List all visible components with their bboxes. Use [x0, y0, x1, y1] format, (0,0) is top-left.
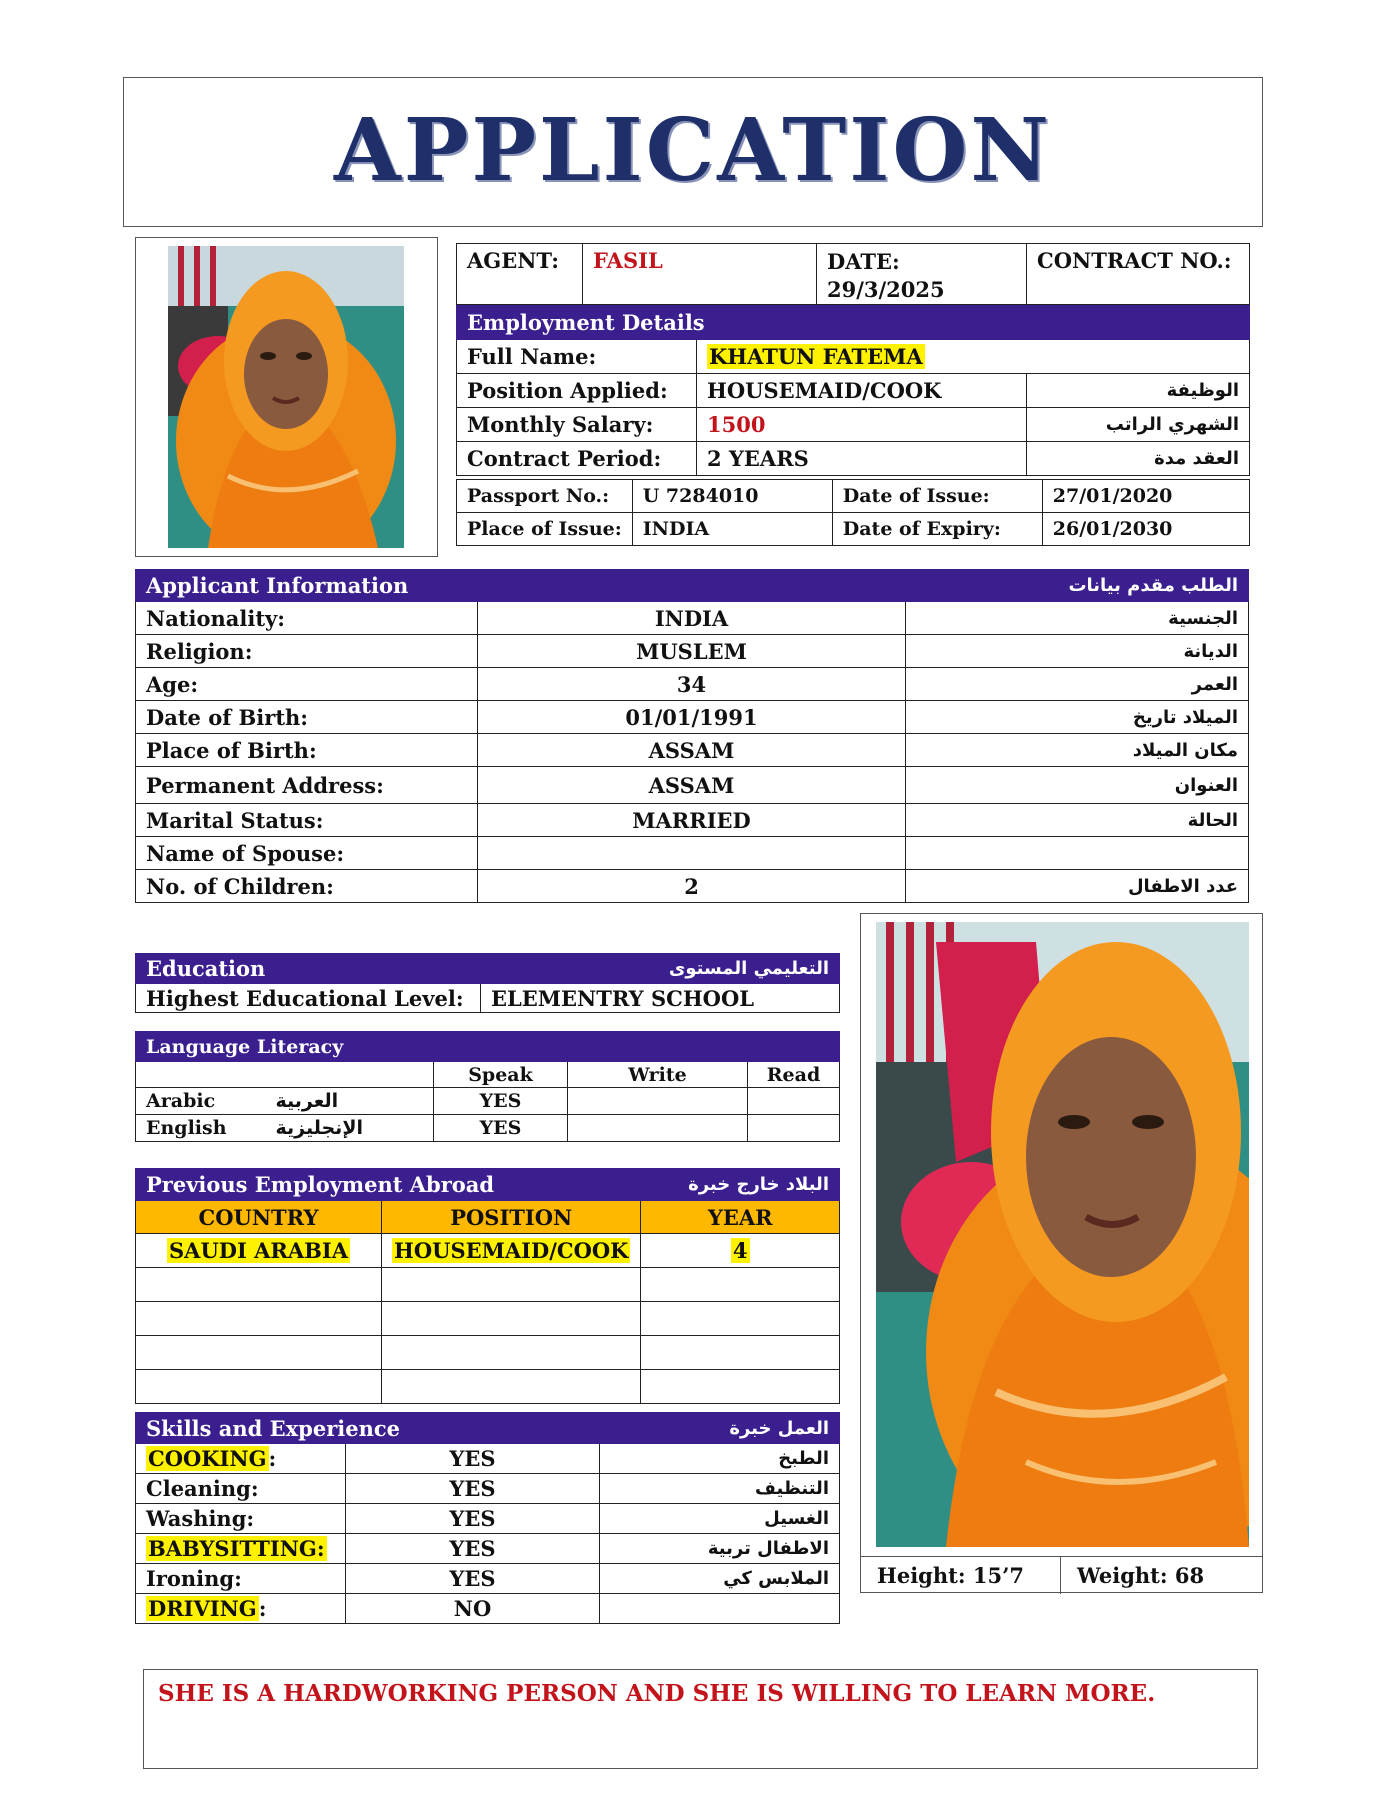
- applicant-row: [136, 767, 1249, 804]
- applicant-label-ar: عدد الاطفال: [906, 870, 1249, 903]
- applicant-label-ar: الحالة: [906, 804, 1249, 837]
- applicant-label-ar: الديانة: [906, 635, 1249, 668]
- applicant-label-ar: [906, 837, 1249, 870]
- title-banner: [123, 77, 1263, 227]
- salary-value: 1500: [697, 408, 1027, 442]
- applicant-value: INDIA: [478, 602, 906, 635]
- skill-label-text: COOKING: [148, 1446, 267, 1471]
- education-level-label: Highest Educational Level:: [136, 984, 481, 1013]
- applicant-label: Name of Spouse:: [136, 837, 478, 870]
- place-of-issue-value: INDIA: [632, 513, 832, 546]
- employment-table: [456, 305, 1250, 476]
- applicant-label-ar: العنوان: [906, 767, 1249, 804]
- applicant-label: Place of Birth:: [136, 734, 478, 767]
- place-of-issue-label: Place of Issue:: [457, 513, 633, 546]
- applicant-row: [136, 837, 1249, 870]
- applicant-value: 01/01/1991: [478, 701, 906, 734]
- skills-heading: Skills and Experience: [136, 1413, 600, 1444]
- skill-row: [136, 1564, 840, 1594]
- col-position: POSITION: [382, 1201, 641, 1234]
- col-speak: Speak: [433, 1062, 567, 1088]
- contract-period-label: Contract Period:: [457, 442, 697, 476]
- skill-label-text: BABYSITTING:: [148, 1536, 325, 1561]
- large-photo-frame: [860, 913, 1263, 1593]
- applicant-label: Religion:: [136, 635, 478, 668]
- previous-country: [136, 1234, 382, 1268]
- skill-row: [136, 1474, 840, 1504]
- height-cell: Height: 15’7: [861, 1557, 1061, 1594]
- passport-no-value: U 7284010: [632, 480, 832, 513]
- language-name-ar: العربية: [266, 1088, 434, 1115]
- skill-label-ar: الملابس كي: [600, 1564, 840, 1594]
- remarks-text: SHE IS A HARDWORKING PERSON AND SHE IS WILLING TO LEARN MORE.: [158, 1680, 1156, 1707]
- agent-value: FASIL: [583, 244, 817, 305]
- skill-row: [136, 1534, 840, 1564]
- applicant-label: Nationality:: [136, 602, 478, 635]
- skill-label-ar: الغسيل: [600, 1504, 840, 1534]
- language-name-ar: الإنجليزية: [266, 1115, 434, 1142]
- applicant-row: [136, 870, 1249, 903]
- measurements-row: [861, 1556, 1262, 1593]
- skill-label: [136, 1534, 346, 1564]
- col-country: COUNTRY: [136, 1201, 382, 1234]
- applicant-value: ASSAM: [478, 767, 906, 804]
- language-name: English: [136, 1115, 266, 1142]
- skill-label-colon: :: [258, 1596, 267, 1621]
- empty-cell: [641, 1336, 840, 1370]
- contract-period-ar: العقد مدة: [1027, 442, 1250, 476]
- applicant-label: No. of Children:: [136, 870, 478, 903]
- position-ar: الوظيفة: [1027, 374, 1250, 408]
- skill-label-text: Ironing:: [146, 1566, 242, 1591]
- empty-cell: [136, 1336, 382, 1370]
- skill-value: YES: [346, 1534, 600, 1564]
- empty-cell: [641, 1302, 840, 1336]
- applicant-value: MUSLEM: [478, 635, 906, 668]
- full-name-value: KHATUN FATEMA: [709, 344, 923, 369]
- applicant-label-ar: العمر: [906, 668, 1249, 701]
- skills-table: [135, 1412, 840, 1624]
- applicant-row: [136, 602, 1249, 635]
- empty-cell: [382, 1268, 641, 1302]
- applicant-row: [136, 734, 1249, 767]
- date-label: DATE:: [827, 249, 900, 274]
- empty-cell: [136, 1268, 382, 1302]
- position-label: Position Applied:: [457, 374, 697, 408]
- applicant-label: Date of Birth:: [136, 701, 478, 734]
- previous-year-value: 4: [732, 1238, 748, 1263]
- date-cell: [817, 244, 1027, 305]
- col-write: Write: [567, 1062, 747, 1088]
- education-heading-ar: التعليمي المستوى: [481, 954, 840, 984]
- full-name-label: Full Name:: [457, 340, 697, 374]
- language-write: [567, 1115, 747, 1142]
- agent-label: AGENT:: [457, 244, 583, 305]
- skill-value: YES: [346, 1444, 600, 1474]
- col-year: YEAR: [641, 1201, 840, 1234]
- skill-label: [136, 1474, 346, 1504]
- education-level-value: ELEMENTRY SCHOOL: [481, 984, 840, 1013]
- skill-row: [136, 1444, 840, 1474]
- skill-row: [136, 1504, 840, 1534]
- skill-label-text: Cleaning:: [146, 1476, 259, 1501]
- col-read: Read: [747, 1062, 839, 1088]
- issue-date-value: 27/01/2020: [1042, 480, 1249, 513]
- skill-value: YES: [346, 1474, 600, 1504]
- applicant-row: [136, 668, 1249, 701]
- employment-heading: Employment Details: [457, 306, 1250, 340]
- applicant-label: Permanent Address:: [136, 767, 478, 804]
- previous-heading-ar: البلاد خارج خبرة: [641, 1169, 840, 1201]
- applicant-value: 34: [478, 668, 906, 701]
- applicant-heading-ar: الطلب مقدم بيانات: [906, 570, 1249, 602]
- skill-label-ar: الطبخ: [600, 1444, 840, 1474]
- previous-heading: Previous Employment Abroad: [136, 1169, 641, 1201]
- language-speak: YES: [433, 1115, 567, 1142]
- applicant-photo-small: [168, 246, 404, 548]
- skills-heading-ar: العمل خبرة: [600, 1413, 840, 1444]
- passport-table: [456, 479, 1250, 546]
- contract-period-value: 2 YEARS: [697, 442, 1027, 476]
- expiry-date-label: Date of Expiry:: [832, 513, 1042, 546]
- empty-cell: [641, 1370, 840, 1404]
- language-read: [747, 1088, 839, 1115]
- empty-cell: [136, 1370, 382, 1404]
- skill-label: [136, 1504, 346, 1534]
- skill-label-colon: :: [268, 1446, 277, 1471]
- applicant-row: [136, 804, 1249, 837]
- contract-no-label: CONTRACT NO.:: [1027, 244, 1250, 305]
- skill-value: YES: [346, 1504, 600, 1534]
- language-heading: Language Literacy: [136, 1032, 840, 1062]
- applicant-photo-large: [876, 922, 1249, 1547]
- previous-year: [641, 1234, 840, 1268]
- education-heading: Education: [136, 954, 481, 984]
- small-photo-frame: [135, 237, 438, 557]
- date-value: 29/3/2025: [827, 277, 945, 302]
- empty-cell: [641, 1268, 840, 1302]
- language-read: [747, 1115, 839, 1142]
- salary-ar: الشهري الراتب: [1027, 408, 1250, 442]
- applicant-heading: Applicant Information: [136, 570, 906, 602]
- header-table: [456, 243, 1250, 305]
- skill-label-text: DRIVING: [148, 1596, 257, 1621]
- language-blank-header: [136, 1062, 434, 1088]
- applicant-value: 2: [478, 870, 906, 903]
- page-title: APPLICATION: [334, 100, 1052, 201]
- language-write: [567, 1088, 747, 1115]
- remarks-box: [143, 1669, 1258, 1769]
- position-value: HOUSEMAID/COOK: [697, 374, 1027, 408]
- applicant-value: [478, 837, 906, 870]
- previous-position: [382, 1234, 641, 1268]
- skill-label: [136, 1444, 346, 1474]
- weight-cell: Weight: 68: [1077, 1563, 1205, 1588]
- expiry-date-value: 26/01/2030: [1042, 513, 1249, 546]
- empty-cell: [382, 1302, 641, 1336]
- language-name: Arabic: [136, 1088, 266, 1115]
- empty-cell: [382, 1370, 641, 1404]
- salary-label: Monthly Salary:: [457, 408, 697, 442]
- applicant-value: ASSAM: [478, 734, 906, 767]
- issue-date-label: Date of Issue:: [832, 480, 1042, 513]
- applicant-label: Age:: [136, 668, 478, 701]
- empty-cell: [382, 1336, 641, 1370]
- applicant-value: MARRIED: [478, 804, 906, 837]
- empty-cell: [136, 1302, 382, 1336]
- full-name-cell: [697, 340, 1250, 374]
- applicant-label-ar: الجنسية: [906, 602, 1249, 635]
- language-table: [135, 1031, 840, 1142]
- previous-country-value: SAUDI ARABIA: [168, 1238, 349, 1263]
- language-speak: YES: [433, 1088, 567, 1115]
- passport-no-label: Passport No.:: [457, 480, 633, 513]
- education-table: [135, 953, 840, 1013]
- skill-label: [136, 1564, 346, 1594]
- skill-value: NO: [346, 1594, 600, 1624]
- skill-label-ar: الاطفال تربية: [600, 1534, 840, 1564]
- applicant-label-ar: مكان الميلاد: [906, 734, 1249, 767]
- applicant-label: Marital Status:: [136, 804, 478, 837]
- skill-value: YES: [346, 1564, 600, 1594]
- skill-label-text: Washing:: [146, 1506, 255, 1531]
- applicant-row: [136, 701, 1249, 734]
- applicant-row: [136, 635, 1249, 668]
- previous-employment-table: [135, 1168, 840, 1404]
- skill-label-ar: [600, 1594, 840, 1624]
- skill-label-ar: التنظيف: [600, 1474, 840, 1504]
- previous-position-value: HOUSEMAID/COOK: [394, 1238, 629, 1263]
- applicant-table: [135, 569, 1249, 903]
- applicant-label-ar: الميلاد تاريخ: [906, 701, 1249, 734]
- skill-label: [136, 1594, 346, 1624]
- skill-row: [136, 1594, 840, 1624]
